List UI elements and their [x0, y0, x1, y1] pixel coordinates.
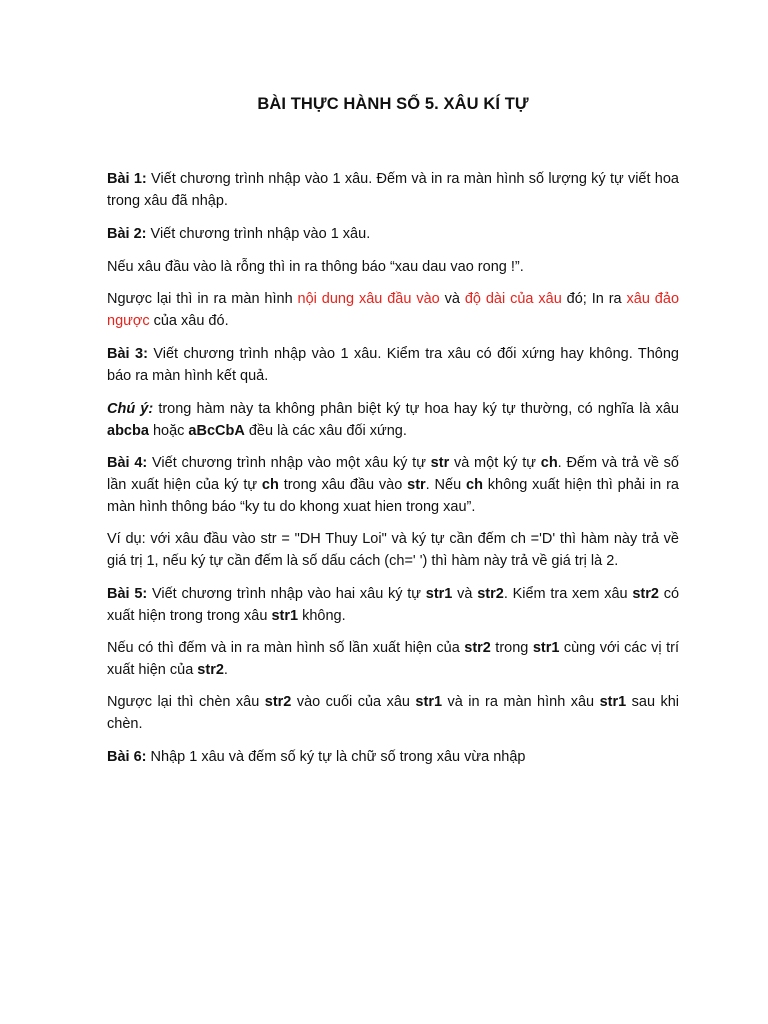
text-run: hoặc [148, 423, 189, 439]
exercise-2-empty-case [107, 256, 679, 278]
text-run: vào cuối của xâu [291, 694, 416, 710]
text-run: trong xâu đầu vào [278, 477, 408, 493]
exercise-4-colon: : [142, 455, 148, 471]
text-run: . Kiểm tra xem xâu [503, 586, 633, 602]
note [107, 398, 679, 442]
text-run: Ngược lại thì in ra màn hình [107, 291, 298, 307]
exercise-3 [107, 343, 679, 387]
exercise-2-else-case [107, 288, 679, 332]
text-run: Ngược lại thì chèn xâu [107, 694, 265, 710]
exercise-4 [107, 452, 679, 518]
exercise-6-label: Bài 6 [107, 749, 142, 765]
note-label: Chú ý: [107, 401, 154, 417]
text-run: cùng với các vị trí xuất hiện của [107, 640, 679, 678]
bold-term: str2 [632, 586, 659, 602]
exercise-2-text: Viết chương trình nhập vào 1 xâu. [146, 226, 371, 242]
exercise-5-found-case [107, 637, 679, 681]
bold-term: str1 [599, 694, 627, 710]
exercise-5-label: Bài 5 [107, 586, 143, 602]
text-run: không. [298, 608, 346, 624]
bold-term: ch [540, 455, 558, 471]
text-run: của xâu đó. [149, 313, 229, 329]
exercise-5-colon: : [142, 586, 148, 602]
exercise-3-label: Bài 3 [107, 346, 144, 362]
text-run: Viết chương trình nhập vào hai xâu ký tự [147, 586, 426, 602]
bold-term: str1 [425, 586, 453, 602]
text-run: sau khi chèn. [107, 694, 680, 732]
bold-term: str [430, 455, 450, 471]
bold-term: str [407, 477, 426, 493]
text-run: Nếu có thì đếm và in ra màn hình số lần xuất hiện của [107, 640, 465, 656]
highlight-reversed: xâu đảo ngược [107, 291, 680, 329]
exercise-6-text: Nhập 1 xâu và đếm số ký tự là chữ số trong xâu vừa nhập [146, 749, 526, 765]
bold-term: ch [466, 477, 483, 493]
text-run: đó; In ra [561, 291, 627, 307]
highlight-content: nội dung xâu đầu vào [297, 291, 440, 307]
exercise-1 [107, 168, 679, 212]
text-run: Viết chương trình nhập vào một xâu ký tự [147, 455, 431, 471]
example [107, 528, 679, 572]
exercise-1-colon: : [141, 171, 147, 187]
text-run: . [223, 662, 228, 678]
exercise-2-empty-case-text: Nếu xâu đầu vào là rỗng thì in ra thông báo “xau dau vao rong !”. [107, 259, 524, 275]
bold-term: str1 [532, 640, 560, 656]
text-run: đều là các xâu đối xứng. [244, 423, 407, 439]
highlight-length: độ dài của xâu [464, 291, 562, 307]
page-title: BÀI THỰC HÀNH SỐ 5. XÂU KÍ TỰ [257, 95, 529, 113]
example-text: Ví dụ: với xâu đầu vào str = "DH Thuy Loi" và ký tự cần đếm ch ='D' thì hàm này trả về giá trị 1, nếu ký tự cần đếm là số dấu cách (ch=' ') thì hàm này trả về giá trị là 2. [107, 531, 679, 569]
text-run: và [439, 291, 465, 307]
exercise-2 [107, 223, 679, 245]
bold-term: ch [261, 477, 279, 493]
exercise-1-label: Bài 1 [107, 171, 142, 187]
bold-term: str1 [271, 608, 299, 624]
bold-term: str2 [264, 694, 292, 710]
bold-term: str1 [415, 694, 443, 710]
text-run: và [452, 586, 478, 602]
text-run: trong [490, 640, 533, 656]
text-run: không xuất hiện thì phải in ra màn hình thông báo “ky tu do khong xuat hien trong xau”. [107, 477, 679, 515]
exercise-1-text: Viết chương trình nhập vào 1 xâu. Đếm và in ra màn hình số lượng ký tự viết hoa trong xâu đã nhập. [107, 171, 679, 209]
text-run: . Đếm và trả về số lần xuất hiện của ký tự [107, 455, 679, 493]
bold-term: str2 [197, 662, 224, 678]
bold-term: str2 [464, 640, 491, 656]
exercise-5-else-case [107, 691, 679, 735]
exercise-2-colon: : [141, 226, 147, 242]
text-run: và in ra màn hình xâu [442, 694, 600, 710]
exercise-5 [107, 583, 679, 627]
bold-term: aBcCbA [188, 423, 245, 439]
exercise-2-label: Bài 2 [107, 226, 142, 242]
text-run: trong hàm này ta không phân biệt ký tự hoa hay ký tự thường, có nghĩa là xâu [153, 401, 680, 417]
exercise-3-colon: : [143, 346, 148, 362]
exercise-3-text: Viết chương trình nhập vào 1 xâu. Kiểm tra xâu có đối xứng hay không. Thông báo ra màn hình kết quả. [107, 346, 679, 384]
bold-term: abcba [107, 423, 149, 439]
bold-term: str2 [477, 586, 504, 602]
exercise-4-label: Bài 4 [107, 455, 143, 471]
exercise-6 [107, 746, 679, 768]
text-run: . Nếu [425, 477, 467, 493]
exercise-6-colon: : [141, 749, 147, 765]
text-run: và một ký tự [449, 455, 541, 471]
text-run: có xuất hiện trong trong xâu [107, 586, 680, 624]
